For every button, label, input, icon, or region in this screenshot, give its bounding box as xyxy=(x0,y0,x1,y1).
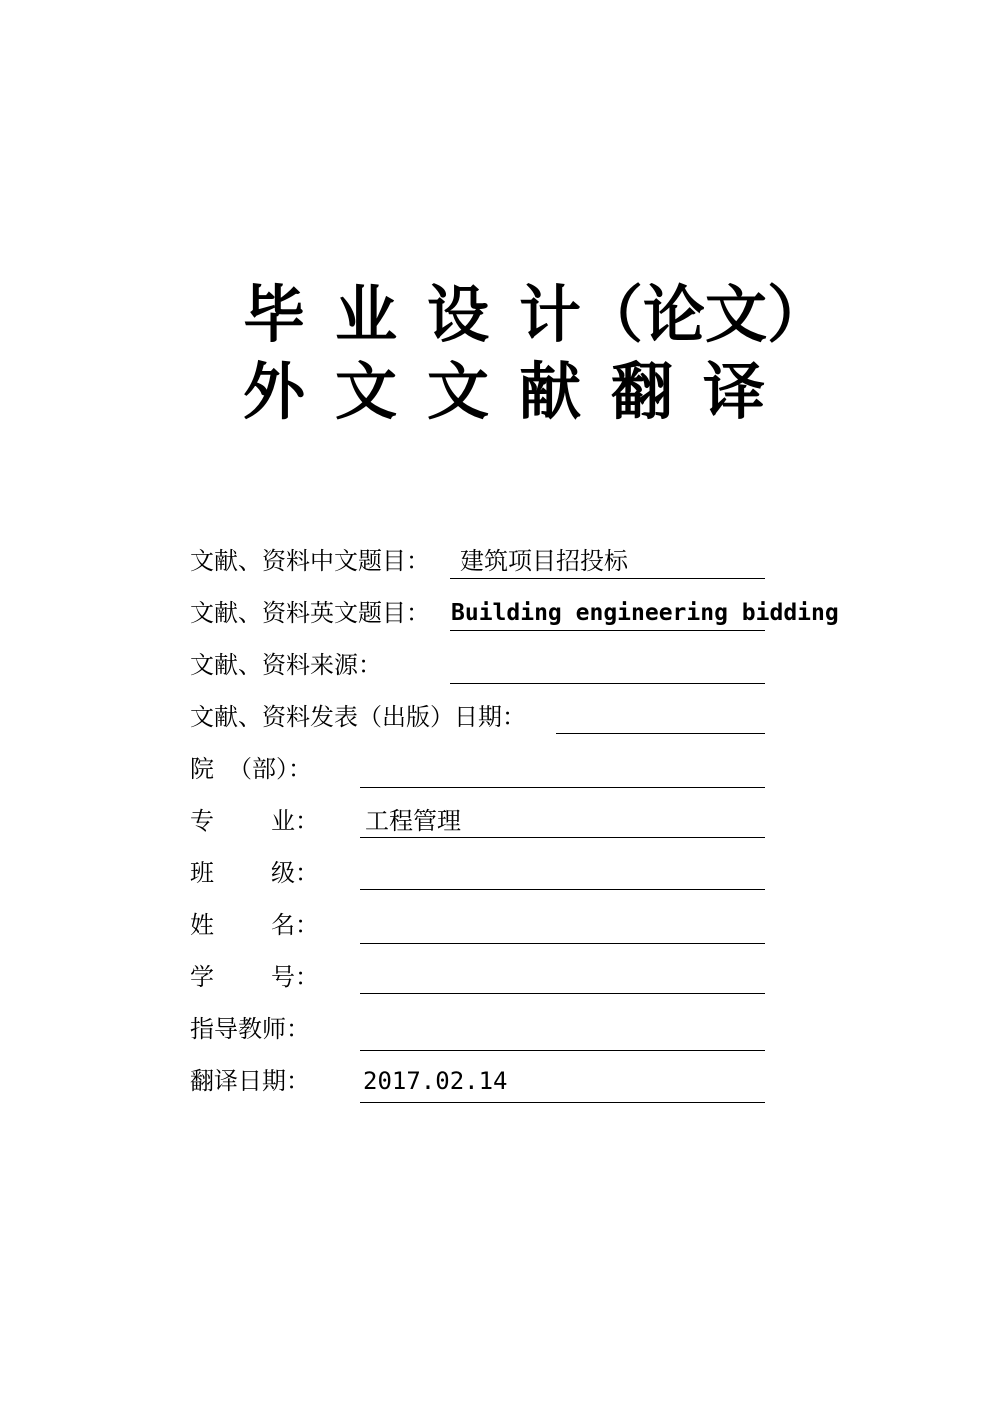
major-label xyxy=(190,809,319,833)
en-title-value[interactable]: Building engineering bidding xyxy=(451,600,839,626)
department-label-a: 院 xyxy=(190,755,214,783)
title-char: 毕 xyxy=(243,278,306,351)
title-char: 译 xyxy=(703,355,766,428)
class-underline xyxy=(360,889,765,890)
en-title-underline xyxy=(450,630,765,631)
major-value[interactable]: 工程管理 xyxy=(365,807,461,835)
source-label: 文献、资料来源： xyxy=(190,651,382,679)
publish-date-underline xyxy=(556,733,765,734)
major-underline xyxy=(360,837,765,838)
major-label-a: 专 xyxy=(190,807,214,835)
class-label-a: 班 xyxy=(190,859,214,887)
publish-date-label: 文献、资料发表（出版）日期： xyxy=(190,703,526,731)
name-label-b: 名： xyxy=(271,911,319,939)
title-char: 设 xyxy=(427,278,490,351)
en-title-label: 文献、资料英文题目： xyxy=(190,599,430,627)
advisor-underline xyxy=(360,1050,765,1051)
title-char: 文 xyxy=(335,355,398,428)
title-char: 计 xyxy=(519,278,582,351)
title-char: 文 xyxy=(427,355,490,428)
student-id-underline xyxy=(360,993,765,994)
name-underline xyxy=(360,943,765,944)
name-label-a: 姓 xyxy=(190,911,214,939)
title-char: 翻 xyxy=(611,355,674,428)
student-id-label-b: 号： xyxy=(271,963,319,991)
translate-date-value[interactable]: 2017.02.14 xyxy=(363,1067,508,1095)
class-label-b: 级： xyxy=(271,859,319,887)
cn-title-label: 文献、资料中文题目： xyxy=(190,547,430,575)
advisor-label: 指导教师： xyxy=(190,1015,310,1043)
title-char: （论文） xyxy=(581,278,830,351)
department-underline xyxy=(360,787,765,788)
translate-date-label: 翻译日期： xyxy=(190,1067,310,1095)
title-char: 外 xyxy=(243,355,306,428)
title-char: 业 xyxy=(335,278,398,351)
student-id-label-a: 学 xyxy=(190,963,214,991)
cn-title-underline xyxy=(450,578,765,579)
source-underline xyxy=(450,683,765,684)
department-label-b: （部）： xyxy=(228,755,312,783)
cn-title-value[interactable]: 建筑项目招投标 xyxy=(460,547,628,575)
student-id-label xyxy=(190,965,319,989)
translate-date-underline xyxy=(360,1102,765,1103)
major-label-b: 业： xyxy=(271,807,319,835)
department-label xyxy=(190,757,312,781)
class-label xyxy=(190,861,319,885)
title-char: 献 xyxy=(519,355,582,428)
page-title-line-1 xyxy=(243,278,830,351)
page-title-line-2 xyxy=(243,355,795,428)
name-label xyxy=(190,913,319,937)
